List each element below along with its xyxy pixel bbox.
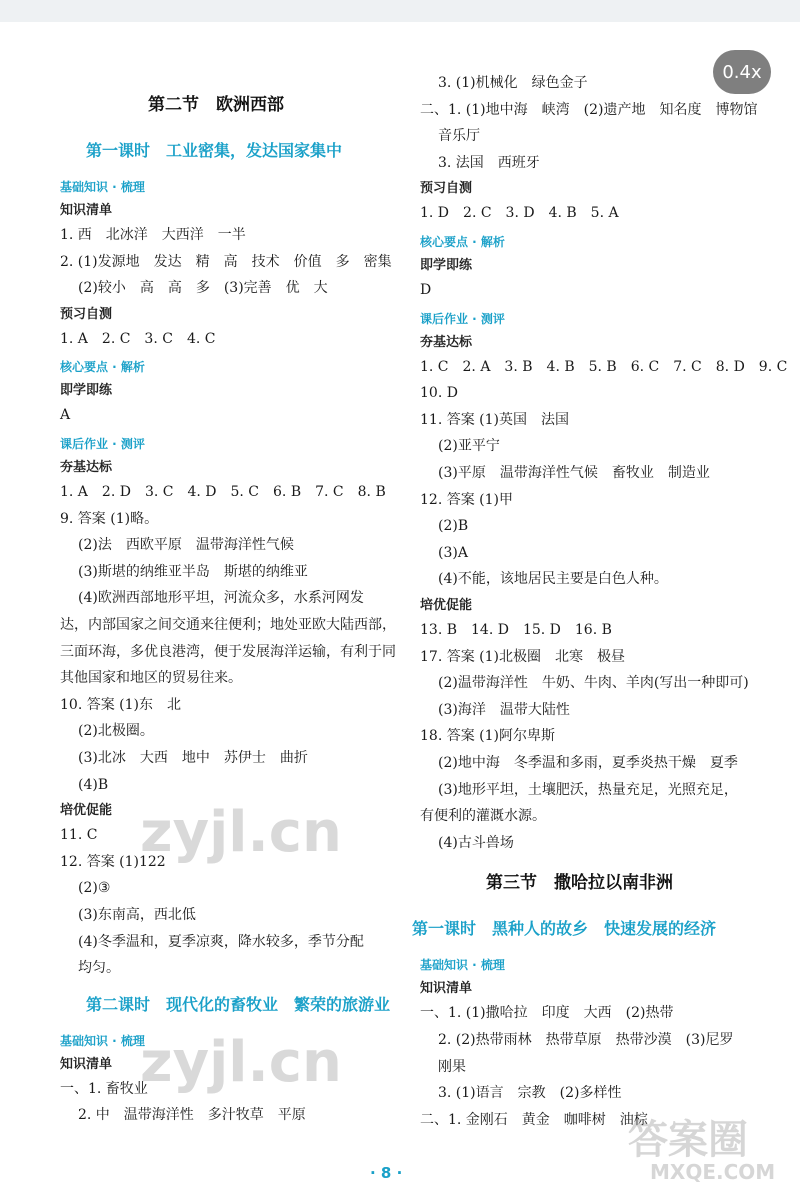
right-line-3: 3. 法国 西班牙 [438,154,540,171]
left-line-4: 1. 西 北冰洋 大西洋 一半 [60,227,246,243]
right-line-13: 11. 答案 (1)英国 法国 [420,411,569,428]
right-line-25: 18. 答案 (1)阿尔卑斯 [420,728,555,745]
left-line-27: 11. C [60,827,98,844]
left-line-5: 2. (1)发源地 发达 精 高 技术 价值 多 密集 [60,253,392,270]
left-line-11: A [60,407,71,424]
left-line-31: (4)冬季温和，夏季凉爽，降水较多，季节分配 [78,933,364,950]
right-line-11: 1. C 2. A 3. B 4. B 5. B 6. C 7. C 8. D 9. C [420,358,788,375]
right-line-12: 10. D [420,385,458,402]
left-line-8: 1. A 2. C 3. C 4. C [60,330,216,347]
right-line-28: 有便利的灌溉水源。 [420,808,546,825]
right-line-35: 2. (2)热带雨林 热带草原 热带沙漠 (3)尼罗 [438,1032,734,1048]
left-line-16: (2)法 西欧平原 温带海洋性气候 [78,537,294,554]
top-bar [0,0,800,22]
right-line-27: (3)地形平坦，土壤肥沃，热量充足，光照充足， [438,781,738,798]
left-line-3: 知识清单 [60,203,113,218]
watermark-answer-circle: 答案圈 [628,1117,748,1163]
left-line-34: 基础知识 · 梳理 [60,1033,145,1048]
right-line-9: 课后作业 · 测评 [420,311,505,326]
left-line-7: 预习自测 [60,306,113,322]
left-line-1: 第一课时 工业密集，发达国家集中 [86,141,343,160]
right-line-21: 13. B 14. D 15. D 16. B [420,622,612,638]
right-line-1: 二、1. (1)地中海 峡湾 (2)遗产地 知名度 博物馆 [420,101,758,118]
right-line-34: 一、1. (1)撒哈拉 印度 大西 (2)热带 [420,1005,674,1022]
watermark-zyjl-2: zyjl.cn [140,1030,342,1095]
left-line-36: 一、1. 畜牧业 [60,1080,148,1097]
right-line-24: (3)海洋 温带大陆性 [438,701,570,718]
left-line-19: 达，内部国家之间交通来往便利；地处亚欧大陆西部， [60,617,396,633]
right-line-38: 二、1. 金刚石 黄金 咖啡树 油棕 [420,1111,648,1128]
left-line-13: 夯基达标 [60,460,113,475]
left-line-2: 基础知识 · 梳理 [60,180,145,194]
left-line-21: 其他国家和地区的贸易往来。 [60,670,242,687]
left-line-14: 1. A 2. D 3. C 4. D 5. C 6. B 7. C 8. B [60,484,386,500]
right-line-5: 1. D 2. C 3. D 4. B 5. A [420,205,619,222]
right-line-20: 培优促能 [420,598,473,613]
left-line-10: 即学即练 [60,383,113,399]
right-line-33: 知识清单 [420,981,473,997]
right-line-26: (2)地中海 冬季温和多雨，夏季炎热干燥 夏季 [438,755,738,771]
left-line-22: 10. 答案 (1)东 北 [60,696,181,713]
left-line-24: (3)北冰 大西 地中 苏伊士 曲折 [78,750,308,766]
left-line-28: 12. 答案 (1)122 [60,853,166,870]
left-line-6: (2)较小 高 高 多 (3)完善 优 大 [78,280,328,297]
left-line-17: (3)斯堪的纳维亚半岛 斯堪的纳维亚 [78,563,308,580]
left-line-29: (2)③ [78,880,111,897]
left-line-33: 第二课时 现代化的畜牧业 繁荣的旅游业 [86,994,391,1014]
left-line-0: 第二节 欧洲西部 [148,95,284,115]
right-line-7: 即学即练 [420,258,473,273]
watermark-zyjl-1: zyjl.cn [140,800,342,865]
right-line-36: 刚果 [438,1058,466,1075]
left-line-25: (4)B [78,776,109,793]
right-line-10: 夯基达标 [420,334,473,350]
left-line-15: 9. 答案 (1)略。 [60,510,159,527]
left-line-18: (4)欧洲西部地形平坦，河流众多，水系河网发 [78,590,364,607]
left-line-23: (2)北极圈。 [78,723,154,740]
right-line-17: (2)B [438,518,469,535]
left-line-32: 均匀。 [78,960,120,977]
left-line-20: 三面环海，多优良港湾，便于发展海洋运输，有利于同 [60,643,396,660]
left-line-26: 培优促能 [60,803,113,819]
left-line-12: 课后作业 · 测评 [60,437,145,451]
page-number: · 8 · [370,1164,403,1182]
right-line-15: (3)平原 温带海洋性气候 畜牧业 制造业 [438,465,710,481]
right-line-19: (4)不能，该地居民主要是白色人种。 [438,571,668,588]
right-line-14: (2)亚平宁 [438,438,500,455]
zoom-level-badge[interactable]: 0.4x [713,50,771,94]
right-line-8: D [420,282,432,298]
right-line-16: 12. 答案 (1)甲 [420,491,513,508]
watermark-mxqe: MXQE.COM [650,1160,776,1184]
right-line-23: (2)温带海洋性 牛奶、牛肉、羊肉(写出一种即可) [438,675,749,692]
left-line-37: 2. 中 温带海洋性 多汁牧草 平原 [78,1107,306,1124]
right-line-29: (4)古斗兽场 [438,834,514,851]
right-line-32: 基础知识 · 梳理 [420,958,505,973]
right-line-37: 3. (1)语言 宗教 (2)多样性 [438,1085,622,1102]
right-line-31: 第一课时 黑种人的故乡 快速发展的经济 [412,919,717,939]
right-line-6: 核心要点 · 解析 [420,235,505,249]
right-line-0: 3. (1)机械化 绿色金子 [438,75,588,91]
left-line-30: (3)东南高，西北低 [78,907,196,923]
right-line-2: 音乐厅 [438,128,480,145]
right-line-22: 17. 答案 (1)北极圈 北寒 极昼 [420,648,625,665]
left-line-9: 核心要点 · 解析 [60,360,145,375]
right-line-30: 第三节 撒哈拉以南非洲 [486,873,673,894]
left-line-35: 知识清单 [60,1056,113,1072]
right-line-4: 预习自测 [420,181,473,197]
right-line-18: (3)A [438,544,468,561]
